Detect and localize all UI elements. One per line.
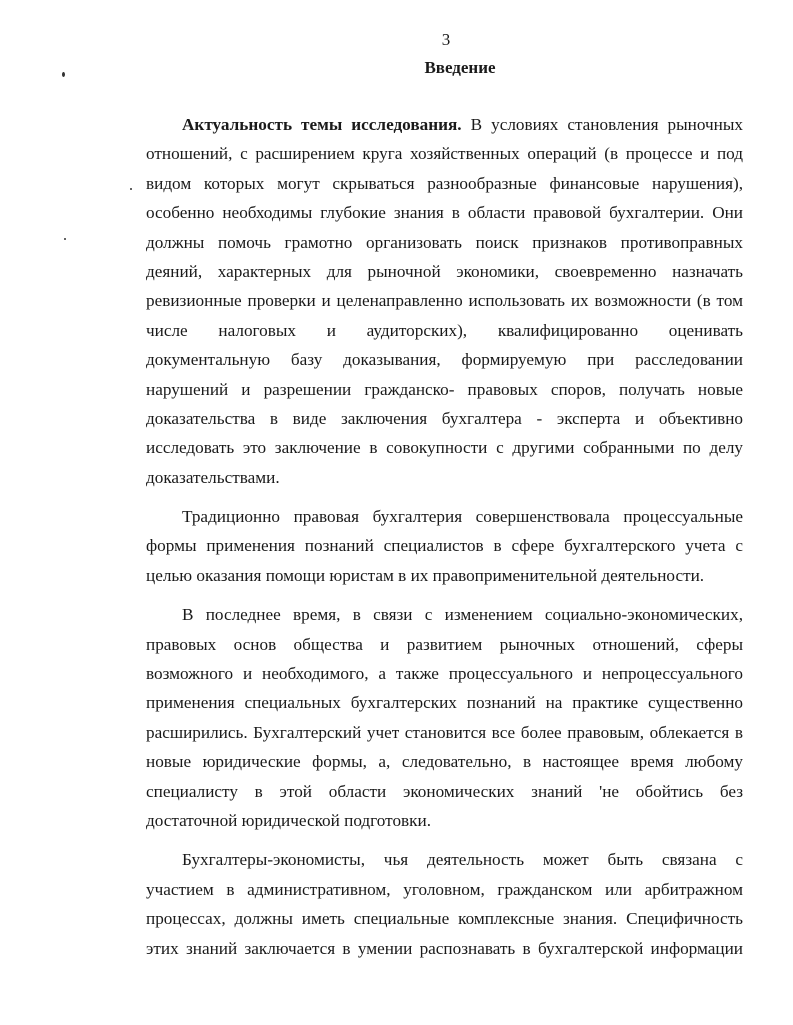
text-line: целью оказания помощи юристам в их правоприменительной деятельности. — [146, 565, 705, 585]
paragraph — [146, 110, 743, 492]
text-line: процессах, должны иметь специальные комплексные знания. Специфичность — [146, 909, 743, 929]
text-line: отношений, с расширением круга хозяйственных операций (в процессе и под — [146, 144, 743, 164]
text-line: расширились. Бухгалтерский учет становится все более правовым, облекается в — [146, 722, 743, 742]
paragraph — [146, 845, 743, 963]
text-line: правовых основ общества и развитием рыночных отношений, сферы — [146, 634, 743, 654]
text-line: особенно необходимы глубокие знания в области правовой бухгалтерии. Они — [146, 203, 743, 223]
text-line: Актуальность темы исследования. В условиях становления рыночных — [182, 115, 743, 134]
text-line: видом которых могут скрываться разнообразные финансовые нарушения), — [146, 173, 743, 193]
text-line: должны помочь грамотно организовать поиск признаков противоправных — [146, 232, 743, 252]
text-line: нарушений и разрешении гражданско- правовых споров, получать новые — [146, 379, 743, 399]
text-line: участием в административном, уголовном, гражданском или арбитражном — [146, 879, 743, 899]
text-line: исследовать это заключение в совокупности с другими собранными по делу — [146, 438, 743, 458]
section-heading: Введение — [424, 58, 496, 77]
text-line: доказательствами. — [146, 467, 280, 487]
text-line: ревизионные проверки и целенаправленно использовать их возможности (в том — [146, 291, 743, 311]
text-line: достаточной юридической подготовки. — [146, 810, 432, 830]
scan-speck — [64, 238, 66, 240]
paragraph — [146, 502, 743, 590]
text-line: новые юридические формы, а, следовательно, в настоящее время любому — [146, 752, 743, 772]
text-line: формы применения познаний специалистов в сфере бухгалтерского учета с — [146, 536, 743, 556]
scan-speck — [62, 72, 65, 77]
text-line: документальную базу доказывания, формируемую при расследовании — [146, 350, 743, 370]
text-line: числе налоговых и аудиторских), квалифицированно оценивать — [146, 320, 743, 340]
page-number: 3 — [441, 30, 451, 49]
paragraph — [146, 600, 743, 835]
text-line: специалисту в этой области экономических знаний 'не обойтись без — [146, 781, 743, 801]
document-body — [146, 110, 743, 963]
text-line: этих знаний заключается в умении распознавать в бухгалтерской информации — [146, 938, 743, 958]
text-line: применения специальных бухгалтерских познаний на практике существенно — [146, 693, 743, 713]
lead-phrase: Актуальность темы исследования. — [182, 115, 462, 134]
text-line: деяний, характерных для рыночной экономики, своевременно назначать — [146, 261, 743, 281]
text-line: возможного и необходимого, а также процессуального и непроцессуального — [146, 664, 743, 684]
scan-speck — [130, 188, 132, 190]
text-line: Бухгалтеры-экономисты, чья деятельность может быть связана с — [182, 850, 743, 870]
text-line: доказательства в виде заключения бухгалтера - эксперта и объективно — [146, 408, 743, 428]
text-line: Традиционно правовая бухгалтерия совершенствовала процессуальные — [182, 507, 743, 527]
text-line: В последнее время, в связи с изменением социально-экономических, — [182, 605, 743, 625]
